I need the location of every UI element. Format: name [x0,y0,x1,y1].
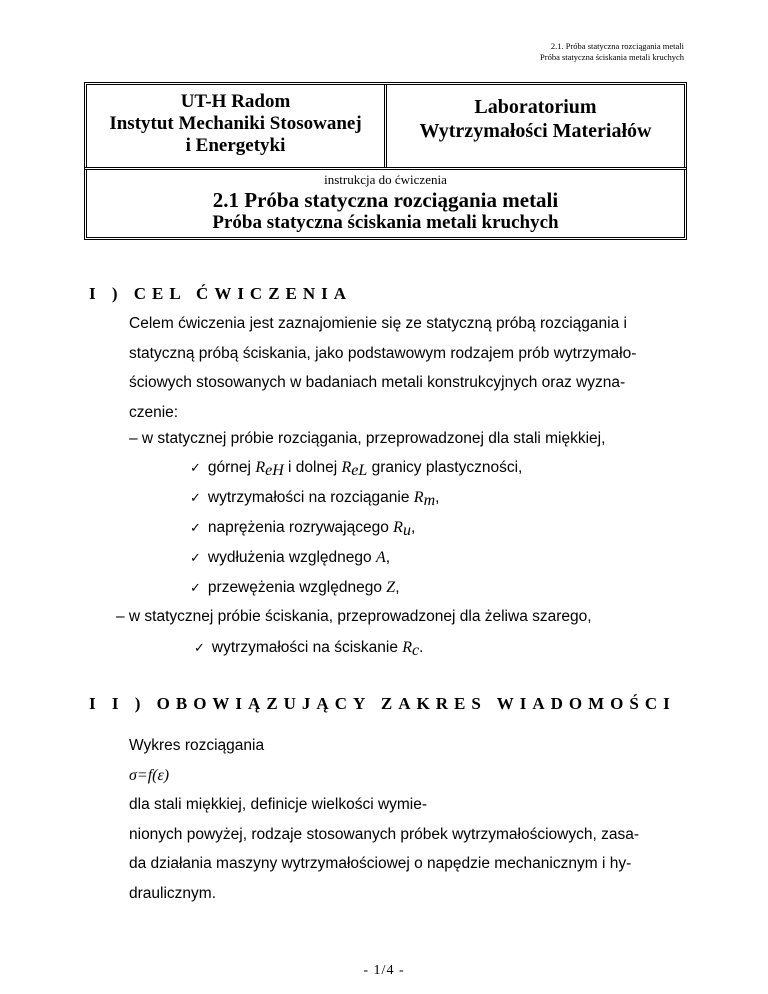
check-icon: ✓ [190,551,201,566]
check-icon: ✓ [194,641,205,656]
exercise-title-2: Próba statyczna ściskania metali kruchych [212,212,559,233]
running-header [540,41,684,63]
title-block-top [84,82,687,170]
list-item: ✓ naprężenia rozrywającego $R_u$, [190,519,416,539]
laboratory-cell [387,85,684,167]
institution-line-2: Instytut Mechaniki Stosowanej [109,113,362,134]
paragraph-line: ściowych stosowanych w badaniach metali konstrukcyjnych oraz wyzna- [129,374,626,391]
exercise-title-1: 2.1 Próba statyczna rozciągania metali [212,188,559,212]
section-2-heading: I I ) OBOWIĄZUJĄCY ZAKRES WIADOMOŚCI [89,694,676,713]
institution-line-1: UT-H Radom [180,91,291,112]
paragraph-line: Celem ćwiczenia jest zaznajomienie się ze statyczną próbą rozciągania i [129,315,627,332]
instruction-label: instrukcja do ćwiczenia [324,172,447,187]
list-item: ✓ wydłużenia względnego A, [190,549,391,566]
list-item: ✓ przewężenia względnego Z, [190,579,400,596]
list-item: ✓ wytrzymałości na rozciąganie $R_m$, [190,489,440,509]
check-icon: ✓ [190,461,201,476]
running-header-line-1: 2.1. Próba statyczna rozciągania metali [550,41,684,51]
stress-strain-formula: σ=f(ε) [129,766,170,784]
tension-test-intro: – w statycznej próbie rozciągania, przeprowadzonej dla stali miękkiej, [129,430,606,447]
page-number: - 1/4 - [363,963,405,978]
list-item: ✓ wytrzymałości na ściskanie $R_c$. [194,639,424,659]
paragraph-line: draulicznym. [129,884,216,902]
paragraph-line: nionych powyżej, rodzaje stosowanych próbek wytrzymałościowych, zasa- [129,825,639,843]
section-1-heading: I ) CEL ĆWICZENIA [89,284,353,303]
title-block-bottom [84,167,687,240]
check-icon: ✓ [190,491,201,506]
list-item: ✓ górnej $R_{eH}$ i dolnej $R_{eL}$ granicy plastyczności, [190,459,523,479]
paragraph-line: czenie: [129,403,179,421]
section-2-paragraph [129,731,685,908]
institution-line-3: i Energetyki [185,135,286,156]
check-icon: ✓ [190,581,201,596]
running-header-line-2: Próba statyczna ściskania metali kruchych [540,52,684,62]
check-icon: ✓ [190,521,201,536]
laboratory-line-1: Laboratorium [474,96,597,118]
institution-cell [87,85,387,167]
paragraph-line: da działania maszyny wytrzymałościowej o napędzie mechanicznym i hy- [129,855,632,872]
compression-test-intro: – w statycznej próbie ściskania, przeprowadzonej dla żeliwa szarego, [116,608,592,625]
paragraph-line: statyczną próbą ściskania, jako podstawowym rodzajem prób wytrzymało- [129,344,637,362]
section-1-paragraph [129,309,685,427]
paragraph-line: Wykres rozciągania σ=f(ε) dla stali miękkiej, definicje wielkości wymie- [129,737,428,813]
laboratory-line-2: Wytrzymałości Materiałów [419,120,652,142]
